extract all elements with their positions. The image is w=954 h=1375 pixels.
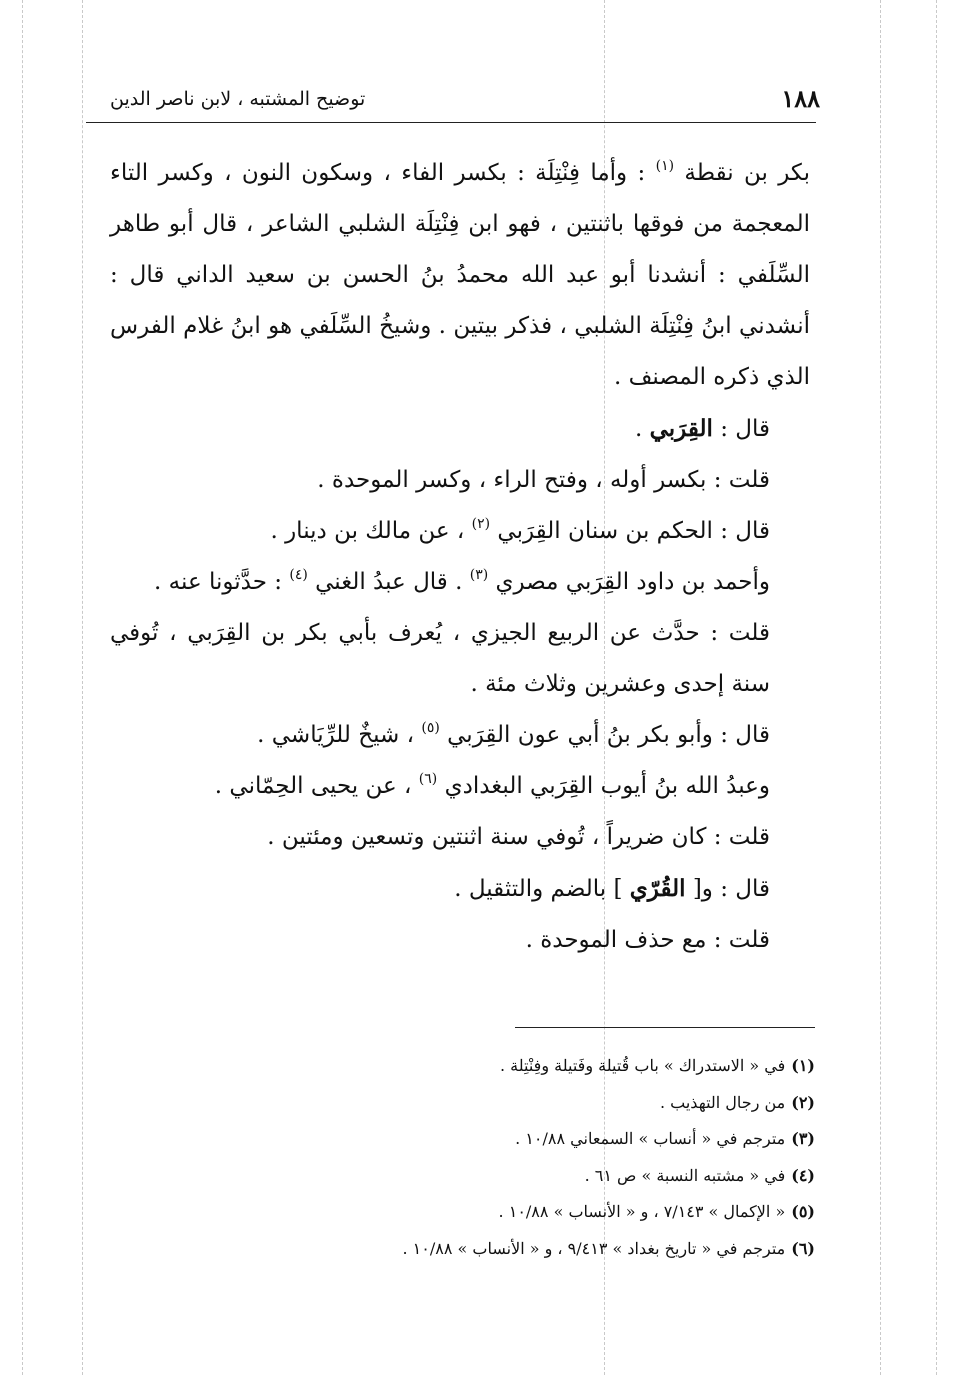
footnotes — [200, 1048, 815, 1267]
footnote-number: (٦) — [791, 1238, 815, 1258]
footnote-marker: (٥) — [421, 720, 440, 736]
paragraph — [110, 148, 810, 403]
running-title: توضيح المشتبه ، لابن ناصر الدين — [110, 88, 366, 110]
footnote-marker: (٤) — [289, 567, 308, 583]
footnote-text: مترجم في « تاريخ بغداد » ٩/٤١٣ ، و « الأنساب » ١٠/٨٨ . — [402, 1238, 786, 1258]
entry-keyword: القُرّي — [629, 875, 686, 902]
paragraph — [110, 557, 810, 608]
footnote-item — [200, 1048, 815, 1085]
footnote-marker: (١) — [655, 158, 675, 174]
footnote-marker: (٢) — [471, 516, 491, 532]
text-run: وأحمد بن داود القِرَبي مصري — [488, 569, 770, 595]
text-run: . قال عبدُ الغني — [307, 569, 470, 595]
footnote-number: (٥) — [791, 1202, 815, 1221]
paragraph — [110, 761, 810, 812]
footnote-number: (٣) — [791, 1129, 815, 1148]
paragraph: قلت : حدَّث عن الربيع الجيزي ، يُعرف بأبي بكر بن القِرَبي ، تُوفي سنة إحدى وعشرين وثلاث مئة . — [110, 620, 770, 697]
text-run: قال : وأبو بكر بنُ أبي عون القِرَبي — [439, 722, 770, 748]
paragraph — [110, 863, 810, 915]
scan-artifact-line — [82, 0, 83, 1375]
footnote-text: « الإكمال » ٧/١٤٣ ، و « الأنساب » ١٠/٨٨ . — [498, 1202, 786, 1221]
text-run: قال : — [712, 416, 770, 442]
page-header — [110, 78, 820, 118]
paragraph — [110, 403, 810, 455]
footnote-text: في « الاستدراك » باب قُتيلة وفَتيلة وفِنْتِلة . — [499, 1056, 786, 1075]
footnote-text: في « مشتبه النسبة » ص ٦١ . — [584, 1165, 786, 1185]
text-run: ، شيخٌ للرِّيَاشي . — [257, 722, 422, 748]
text-run: وعبدُ الله بنُ أيوب القِرَبي البغدادي — [437, 773, 770, 799]
entry-keyword: القِرَبي — [649, 415, 713, 442]
footnote-number: (٢) — [791, 1092, 815, 1112]
footnote-item — [200, 1158, 815, 1195]
text-run: ] بالضم والتثقيل . — [454, 876, 630, 902]
paragraph: قلت : بكسر أوله ، وفتح الراء ، وكسر الموحدة . — [317, 467, 770, 493]
text-run: بكر بن نقطة — [684, 160, 811, 186]
text-run: قال : الحكم بن سنان القِرَبي — [490, 518, 770, 544]
paragraph — [110, 506, 810, 557]
paragraph — [110, 710, 810, 761]
paragraph: قلت : كان ضريراً ، تُوفي سنة اثنتين وتسعين ومئتين . — [267, 824, 770, 850]
paragraph: قلت : مع حذف الموحدة . — [525, 927, 770, 953]
footnote-item — [200, 1121, 815, 1158]
footnote-divider — [515, 1027, 815, 1028]
text-run: ، عن مالك بن دينار . — [270, 518, 472, 544]
text-run: : حدَّثونا عنه . — [154, 569, 290, 595]
footnote-marker: (٣) — [469, 567, 489, 583]
footnote-item — [200, 1085, 815, 1122]
footnote-number: (١) — [791, 1056, 815, 1075]
header-divider — [86, 122, 816, 123]
scan-artifact-line — [22, 0, 23, 1375]
text-run: قال : و[ — [685, 876, 770, 902]
text-run: : وأما فِنْتِلَة : بكسر الفاء ، وسكون النون ، وكسر التاء المعجمة من فوقها باثنتين ، فهو ابن فِنْتِلَة الشلبي الشاعر ، قال أبو طاهر السِّلَفي : أنشدنا أبو عبد الله محمدُ بنُ الحسن بن سعيد الداني قال : أنشدني ابنُ فِنْتِلَة الشلبي ، فذكر بيتين . وشيخُ السِّلَفي هو ابنُ غلام الفرس الذي ذكره المصنف . — [110, 160, 810, 390]
footnote-text: مترجم في « أنساب » السمعاني ١٠/٨٨ . — [515, 1129, 786, 1148]
footnote-text: من رجال التهذيب . — [659, 1092, 786, 1112]
scan-artifact-line — [936, 0, 937, 1375]
footnote-marker: (٦) — [418, 771, 438, 787]
main-text — [110, 148, 810, 966]
footnote-item — [200, 1231, 815, 1268]
text-run: ، عن يحيى الحِمّاني . — [214, 773, 419, 799]
text-run: . — [634, 416, 650, 442]
footnote-item — [200, 1194, 815, 1231]
scan-artifact-line — [880, 0, 881, 1375]
footnote-number: (٤) — [791, 1165, 815, 1185]
page-number: ١٨٨ — [781, 84, 820, 113]
